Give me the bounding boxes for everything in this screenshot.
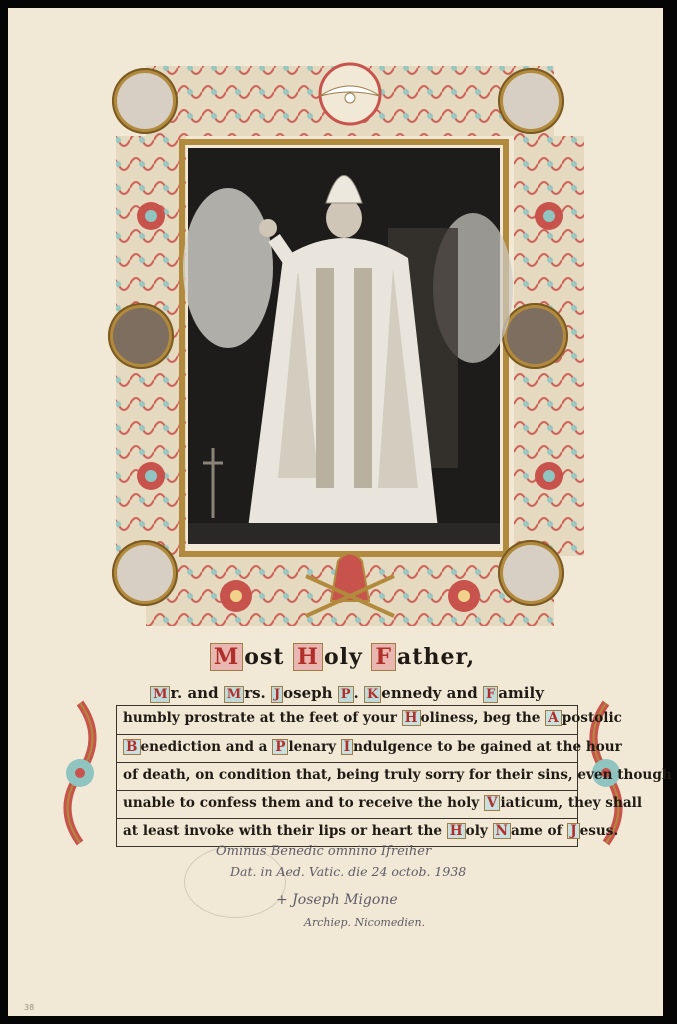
illuminated-initial: J	[271, 686, 283, 703]
apostle-medallion-icon	[502, 303, 568, 369]
handwritten-grant-line: Ominus Benedic omnino Ifreiher	[216, 844, 432, 859]
petition-text-line	[117, 818, 619, 846]
handwritten-date-line: Dat. in Aed. Vatic. die 24 octob. 1938	[230, 864, 467, 879]
handwritten-signature: + Joseph Migone	[276, 892, 398, 908]
certificate-sheet	[8, 8, 672, 1016]
illuminated-initial: M	[150, 686, 170, 703]
apostle-medallion-icon	[108, 303, 174, 369]
illuminated-initial: H	[293, 643, 323, 671]
illuminated-initial: M	[210, 643, 243, 671]
papal-portrait-photo	[188, 148, 500, 544]
basilica-medallion-icon	[112, 540, 178, 606]
archive-number: 38	[24, 1003, 35, 1012]
basilica-medallion-icon	[498, 540, 564, 606]
petition-text-line	[117, 734, 622, 762]
handwritten-signatory-title: Archiep. Nicomedien.	[304, 916, 426, 929]
petition-text: ndulgence to be gained at the hour	[353, 739, 622, 755]
petition-text: enediction and a	[140, 739, 273, 755]
illuminated-initial: H	[447, 823, 466, 839]
petition-text-line	[117, 790, 642, 818]
illuminated-initial: V	[484, 795, 501, 811]
illuminated-initial: N	[493, 823, 511, 839]
petition-text: oly	[465, 823, 493, 839]
petition-text: postolic	[561, 710, 622, 726]
illuminated-initial: F	[483, 686, 498, 703]
illuminated-initial: K	[364, 686, 381, 703]
petitioner-text: oseph	[283, 684, 338, 702]
petition-text: unable to confess them and to receive the holy	[123, 795, 484, 811]
petitioner-text: ennedy and	[381, 684, 483, 702]
petition-text: ame of	[510, 823, 568, 839]
illuminated-initial: F	[371, 643, 396, 671]
petition-text: humbly prostrate at the feet of your	[123, 710, 402, 726]
petition-text-box	[116, 705, 672, 847]
petition-text-line	[117, 762, 672, 790]
illuminated-initial: B	[123, 739, 141, 755]
petitioner-text: rs.	[244, 684, 271, 702]
basilica-medallion-icon	[112, 68, 178, 134]
illuminated-initial: J	[567, 823, 579, 839]
illuminated-initial: M	[224, 686, 244, 703]
heading-text: ost	[244, 644, 294, 670]
petition-text: lenary	[288, 739, 341, 755]
heading-text: ather,	[397, 644, 476, 670]
illuminated-initial: I	[341, 739, 353, 755]
petitioner-text: .	[353, 684, 364, 702]
basilica-medallion-icon	[498, 68, 564, 134]
petition-text: of death, on condition that, being truly sorry for their sins, even though	[123, 767, 672, 783]
illuminated-initial: H	[402, 710, 421, 726]
flower-ornament-icon	[50, 698, 110, 848]
illuminated-initial: A	[545, 710, 562, 726]
petitioner-text: r. and	[170, 684, 224, 702]
petition-text-line	[117, 706, 622, 734]
holy-spirit-dove-icon	[320, 64, 380, 124]
illuminated-initial: P	[272, 739, 288, 755]
heading-text: oly	[323, 644, 372, 670]
petition-text: esus.	[579, 823, 619, 839]
salutation-heading	[8, 643, 677, 671]
petition-text: at least invoke with their lips or heart the	[123, 823, 447, 839]
illuminated-initial: P	[338, 686, 354, 703]
petition-text: iaticum, they shall	[500, 795, 642, 811]
petitioner-text: amily	[498, 684, 544, 702]
petition-text: oliness, beg the	[420, 710, 546, 726]
petitioner-names	[118, 684, 576, 703]
